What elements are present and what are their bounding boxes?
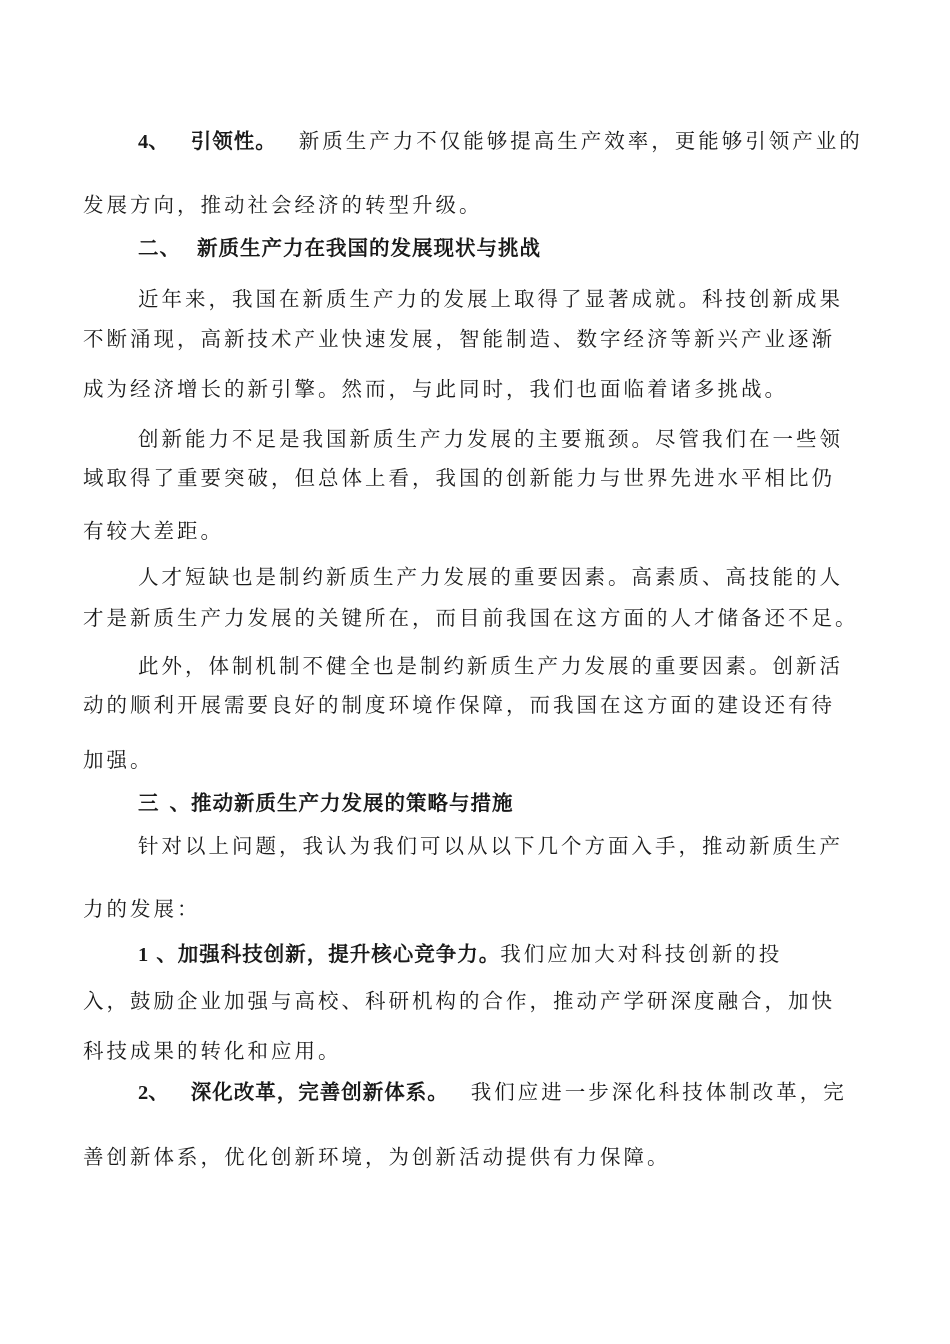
item-4-heading: 引领性。 [190,129,277,153]
section-3-number: 三 [138,791,160,815]
section-3-title: 、推动新质生产力发展的策略与措施 [169,791,514,815]
para-3-line-3: 有较大差距。 [83,519,224,543]
section-2-heading [138,233,541,263]
para-4-line-1: 人才短缺也是制约新质生产力发展的重要因素。高素质、高技能的人 [138,565,843,589]
para-6-line-1: 针对以上问题，我认为我们可以从以下几个方面入手，推动新质生产 [138,834,843,858]
section-3-heading [138,788,514,818]
item-1-line-3: 科技成果的转化和应用。 [83,1039,342,1063]
item-4-line-1 [138,126,863,157]
para-5-line-2: 动的顺利开展需要良好的制度环境作保障，而我国在这方面的建设还有待 [83,693,835,717]
item-2-line-1 [138,1077,847,1108]
item-1-line-1 [138,939,782,970]
item-4-text: 新质生产力不仅能够提高生产效率，更能够引领产业的 [298,129,863,153]
item-2-line-2: 善创新体系，优化创新环境，为创新活动提供有力保障。 [83,1145,671,1169]
item-4-number: 4、 [138,131,169,153]
para-3-line-2: 域取得了重要突破，但总体上看，我国的创新能力与世界先进水平相比仍 [83,466,835,490]
section-2-title: 新质生产力在我国的发展现状与挑战 [197,236,541,260]
item-4-line-2: 发展方向，推动社会经济的转型升级。 [83,193,483,217]
para-5-line-3: 加强。 [83,748,154,772]
item-1-number: 1 [138,944,149,966]
item-2-number: 2、 [138,1082,169,1104]
section-2-number: 二、 [138,236,181,260]
item-1-text: 我们应加大对科技创新的投 [500,942,783,966]
para-6-line-2: 力的发展： [83,897,201,921]
item-1-heading: 、加强科技创新，提升核心竞争力。 [156,942,501,966]
para-2-line-2: 不断涌现，高新技术产业快速发展，智能制造、数字经济等新兴产业逐渐 [83,327,835,351]
para-2-line-1: 近年来，我国在新质生产力的发展上取得了显著成就。科技创新成果 [138,287,843,311]
para-2-line-3: 成为经济增长的新引擎。然而，与此同时，我们也面临着诸多挑战。 [83,377,788,401]
item-1-line-2: 入，鼓励企业加强与高校、科研机构的合作，推动产学研深度融合，加快 [83,989,835,1013]
para-3-line-1: 创新能力不足是我国新质生产力发展的主要瓶颈。尽管我们在一些领 [138,427,843,451]
para-4-line-2: 才是新质生产力发展的关键所在，而目前我国在这方面的人才储备还不足。 [83,606,859,630]
item-2-heading: 深化改革，完善创新体系。 [190,1080,449,1104]
item-2-text: 我们应进一步深化科技体制改革，完 [470,1080,847,1104]
para-5-line-1: 此外，体制机制不健全也是制约新质生产力发展的重要因素。创新活 [138,654,843,678]
